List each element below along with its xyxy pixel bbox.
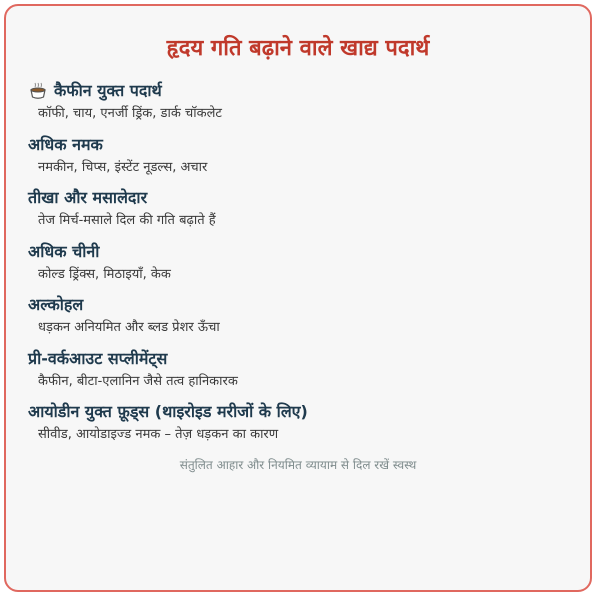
item-title: अधिक चीनी (28, 241, 100, 261)
list-item (28, 132, 574, 186)
list-item (28, 346, 574, 400)
item-header (28, 292, 574, 318)
item-description: सीवीड, आयोडाइज्ड नमक – तेज़ धड़कन का कारण (38, 427, 279, 442)
item-description: कैफीन, बीटा-एलानिन जैसे तत्व हानिकारक (38, 373, 238, 389)
item-title: आयोडीन युक्त फ़ूड्स (थाइरोइड मरीजों के लिए) (28, 402, 308, 421)
info-card (4, 4, 592, 592)
item-header (28, 399, 574, 425)
item-title: प्री-वर्कआउट सप्लीमेंट्स (28, 348, 168, 368)
list-item (28, 239, 574, 293)
list-item (28, 78, 574, 132)
item-header (28, 132, 574, 158)
item-header (28, 78, 574, 104)
page-title: हृदय गति बढ़ाने वाले खाद्य पदार्थ (166, 36, 430, 61)
list-item (28, 185, 574, 239)
item-description: धड़कन अनियमित और ब्लड प्रेशर ऊँचा (38, 320, 220, 335)
item-header (28, 239, 574, 265)
food-list (28, 78, 574, 453)
coffee-cup-icon (28, 81, 48, 101)
item-title: कैफीन युक्त पदार्थ (54, 81, 162, 100)
item-description: कॉफी, चाय, एनर्जी ड्रिंक, डार्क चॉकलेट (38, 106, 222, 121)
item-title: तीखा और मसालेदार (28, 188, 148, 207)
list-item (28, 399, 574, 453)
item-description: तेज मिर्च-मसाले दिल की गति बढ़ाते हैं (38, 213, 216, 228)
footer-note: संतुलित आहार और नियमित व्यायाम से दिल रखें स्वस्थ (179, 458, 417, 472)
item-title: अधिक नमक (28, 134, 103, 154)
item-header (28, 346, 574, 372)
item-description: नमकीन, चिप्स, इंस्टेंट नूडल्स, अचार (38, 159, 208, 175)
item-description: कोल्ड ड्रिंक्स, मिठाइयाँ, केक (38, 266, 171, 282)
item-header (28, 185, 574, 211)
item-title: अल्कोहल (28, 295, 84, 314)
list-item (28, 292, 574, 346)
